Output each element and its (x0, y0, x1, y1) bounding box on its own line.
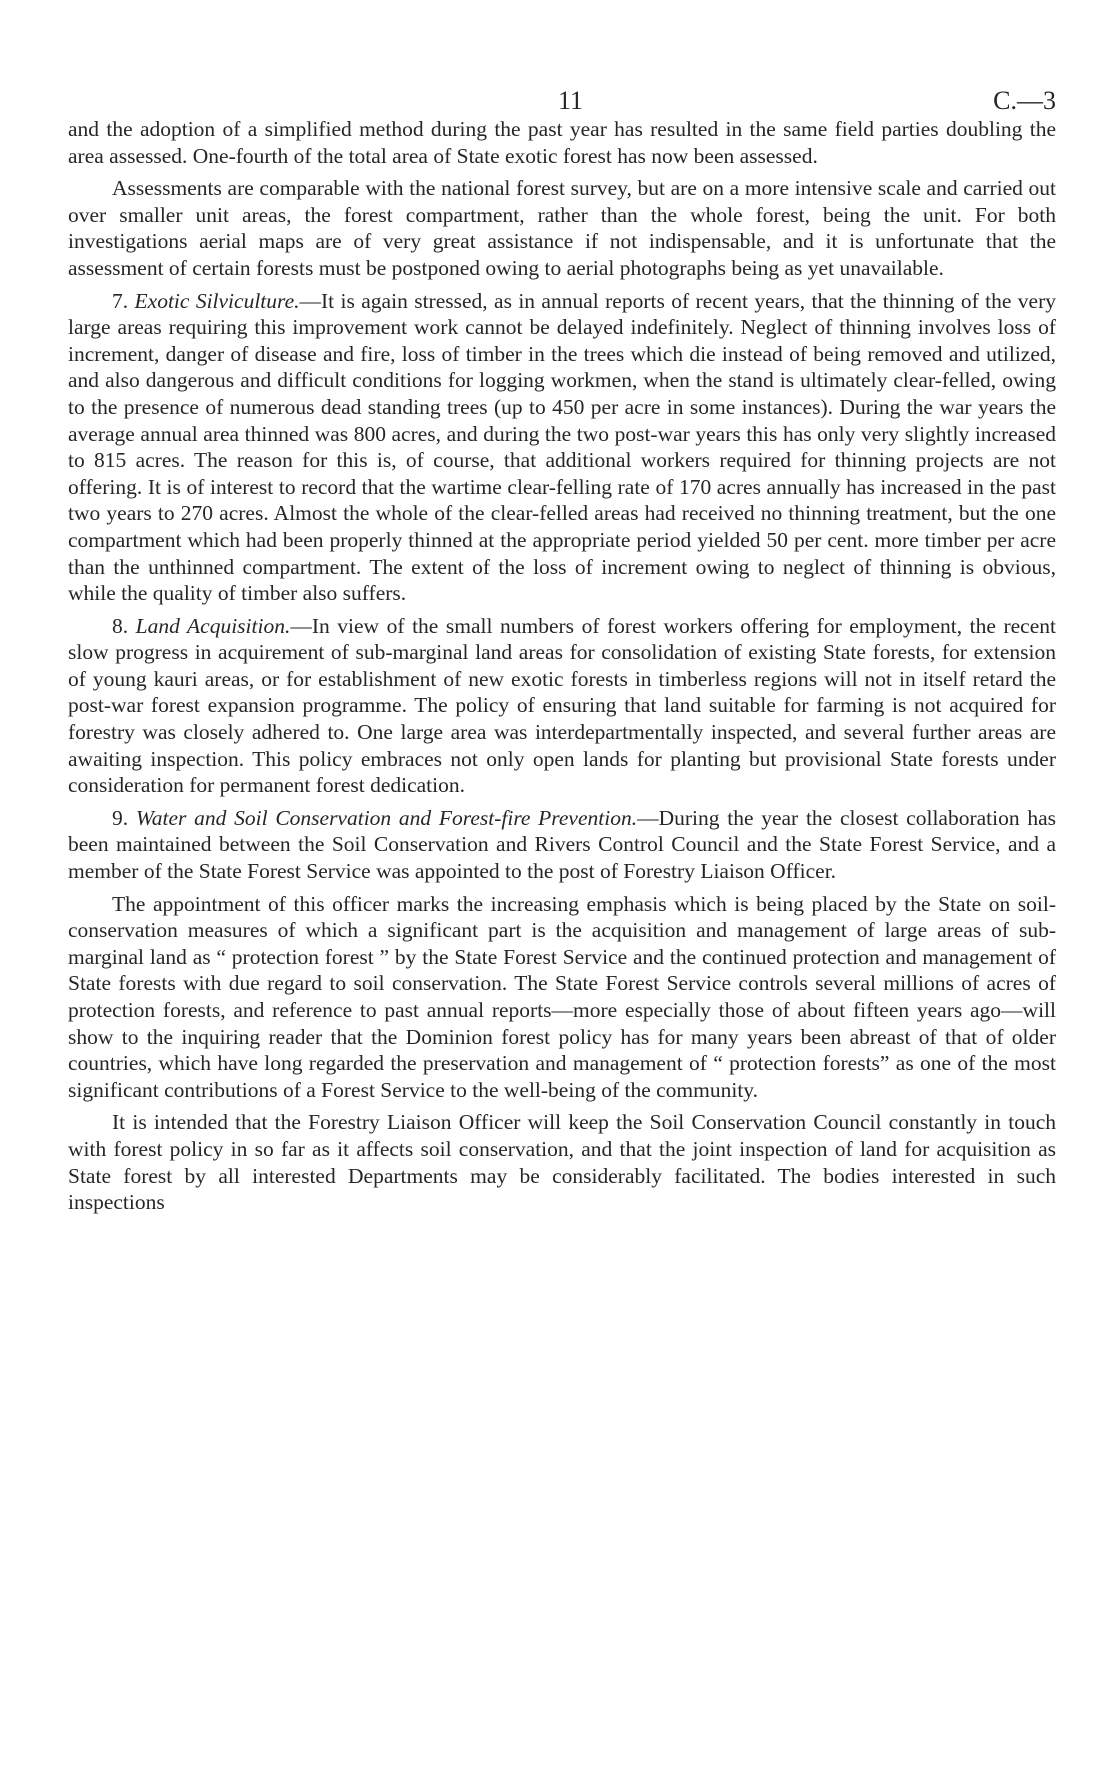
section-exotic-silviculture (68, 288, 1056, 607)
page-number: 11 (558, 86, 584, 115)
paragraph-liaison-duties (68, 1109, 1056, 1215)
document-page (68, 70, 1056, 1222)
paragraph-text: and the adoption of a simplified method during the past year has resulted in the same field parties doubling the area assessed. One-fourth of the total area of State exotic forest has now been assessed. (68, 117, 1056, 168)
section-number: 9. (112, 805, 129, 830)
document-code: C.—3 (993, 86, 1056, 115)
paragraph-liaison-appointment (68, 891, 1056, 1104)
paragraph-text: —It is again stressed, as in annual reports of recent years, that the thinning of the very large areas requiring this improvement work cannot be delayed indefinitely. Neglect of thinning involves loss of increment, danger of disease and fire, loss of timber in the trees which die instead of being removed and utilized, and also dangerous and difficult conditions for logging workmen, when the stand is ultimately clear-felled, owing to the presence of numerous dead standing trees (up to 450 per acre in some instances). During the war years the average annual area thinned was 800 acres, and during the two post-war years this has only very slightly increased to 815 acres. The reason for this is, of course, that additional workers required for thinning projects are not offering. It is of interest to record that the wartime clear-felling rate of 170 acres annually has increased in the past two years to 270 acres. Almost the whole of the clear-felled areas had received no thinning treatment, but the one compartment which had been properly thinned at the appropriate period yielded 50 per cent. more timber per acre than the unthinned compartment. The extent of the loss of increment owing to neglect of thinning is obvious, while the quality of timber also suffers. (68, 288, 1057, 606)
paragraph-assessments (68, 175, 1056, 281)
section-heading: Land Acquisition. (135, 613, 291, 638)
paragraph-text: It is intended that the Forestry Liaison Officer will keep the Soil Conservation Council constantly in touch with forest policy in so far as it affects soil conservation, and that the joint inspection of land for acquisition as State forest by all interested Departments may be considerably facilitated. The bodies interested in such inspections (68, 1110, 1056, 1215)
paragraph-text: The appointment of this officer marks the increasing emphasis which is being placed by the State on soil-conservation measures of which a significant part is the acquisition and management of large areas of sub-marginal land as “ protection forest ” by the State Forest Service and the continued protection and management of State forests with due regard to soil conservation. The State Forest Service controls several millions of acres of protection forests, and reference to past annual reports—more especially those of about fifteen years ago—will show to the inquiring reader that the Dominion forest policy has for many years been abreast of that of older countries, which have long regarded the preservation and management of “ protection forests” as one of the most significant contributions of a Forest Service to the well-being of the community. (68, 891, 1056, 1102)
section-number: 8. (112, 613, 129, 638)
section-number: 7. (112, 288, 129, 313)
paragraph-text: Assessments are comparable with the national forest survey, but are on a more intensive scale and carried out over smaller unit areas, the forest compartment, rather than the whole forest, being the unit. For both investigations aerial maps are of very great assistance if not indispensable, and it is unfortunate that the assessment of certain forests must be postponed owing to aerial photographs being as yet unavailable. (68, 176, 1056, 280)
paragraph-assessment-method (68, 116, 1056, 169)
paragraph-text: —During the year the closest collaboration has been maintained between the Soil Conservation and Rivers Control Council and the State Forest Service, and a member of the State Forest Service was appointed to the post of Forestry Liaison Officer. (68, 805, 1057, 884)
section-heading: Water and Soil Conservation and Forest-fire Prevention. (135, 805, 638, 830)
section-heading: Exotic Silviculture. (134, 288, 300, 313)
section-land-acquisition (68, 613, 1056, 799)
paragraph-text: —In view of the small numbers of forest workers offering for employment, the recent slow progress in acquirement of sub-marginal land areas for consolidation of existing State forests, for extension of young kauri areas, or for establishment of new exotic forests in timberless regions will not in itself retard the post-war forest expansion programme. The policy of ensuring that land suitable for farming is not acquired for forestry was closely adhered to. One large area was interdepartmentally inspected, and several further areas are awaiting inspection. This policy embraces not only open lands for planting but provisional State forests under consideration for permanent forest dedication. (68, 613, 1056, 798)
page-header (68, 70, 1056, 116)
section-water-soil-conservation (68, 805, 1056, 885)
